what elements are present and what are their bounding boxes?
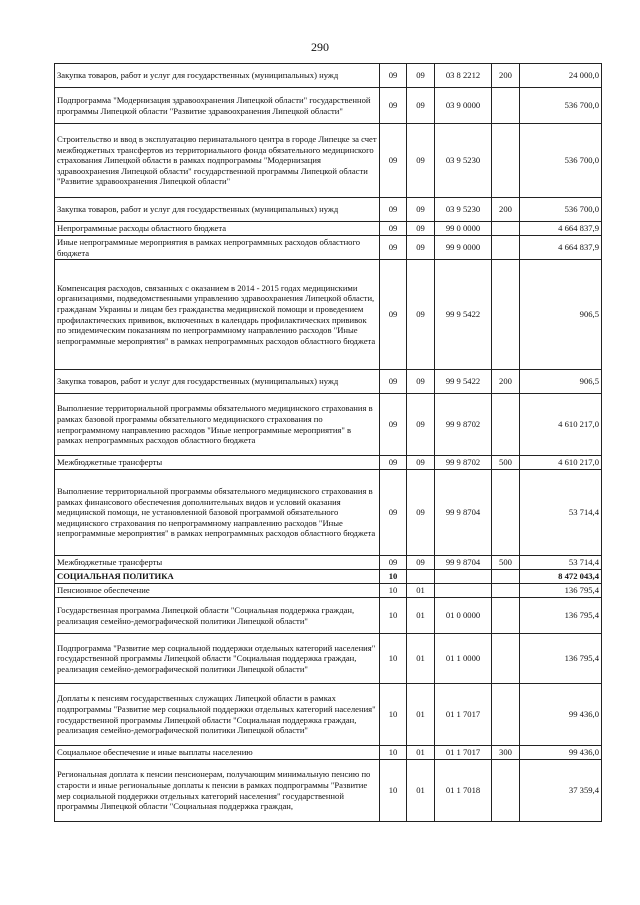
target-item-code: 03 8 2212 [435, 64, 492, 88]
expense-type-code [492, 260, 520, 370]
amount: 536 700,0 [520, 124, 602, 198]
row-name: Иные непрограммные мероприятия в рамках непрограммных расходов областного бюджета [55, 236, 380, 260]
amount: 37 359,4 [520, 760, 602, 822]
target-item-code: 01 0 0000 [435, 598, 492, 634]
table-row [55, 222, 602, 236]
subsection-code: 01 [407, 584, 435, 598]
amount: 536 700,0 [520, 88, 602, 124]
amount: 4 664 837,9 [520, 222, 602, 236]
section-code: 09 [380, 260, 407, 370]
target-item-code: 03 9 5230 [435, 198, 492, 222]
subsection-code: 09 [407, 260, 435, 370]
target-item-code: 99 9 8702 [435, 456, 492, 470]
target-item-code: 03 9 0000 [435, 88, 492, 124]
subsection-code: 09 [407, 370, 435, 394]
amount: 4 610 217,0 [520, 456, 602, 470]
row-name: Пенсионное обеспечение [55, 584, 380, 598]
row-name: Региональная доплата к пенсии пенсионерам, получающим минимальную пенсию по старости и иные региональные доплаты к пенсии в рамках подпрограммы "Развитие мер социальной поддержки отдельных категорий населения" государственной программы Липецкой области "Социальная поддержка граждан, [55, 760, 380, 822]
expense-type-code: 200 [492, 198, 520, 222]
expense-type-code: 200 [492, 370, 520, 394]
target-item-code [435, 570, 492, 584]
amount: 53 714,4 [520, 470, 602, 556]
subsection-code: 01 [407, 746, 435, 760]
table-row [55, 634, 602, 684]
target-item-code: 03 9 5230 [435, 124, 492, 198]
table-row [55, 584, 602, 598]
row-name: Государственная программа Липецкой области "Социальная поддержка граждан, реализация семейно-демографической политики Липецкой области" [55, 598, 380, 634]
subsection-code: 09 [407, 88, 435, 124]
table-row [55, 760, 602, 822]
expense-type-code: 200 [492, 64, 520, 88]
subsection-code: 01 [407, 760, 435, 822]
section-code: 10 [380, 684, 407, 746]
subsection-code: 09 [407, 394, 435, 456]
target-item-code: 99 9 5422 [435, 260, 492, 370]
table-row [55, 260, 602, 370]
expense-type-code [492, 124, 520, 198]
expense-type-code [492, 222, 520, 236]
table-row [55, 598, 602, 634]
table-row [55, 746, 602, 760]
amount: 4 664 837,9 [520, 236, 602, 260]
subsection-code [407, 570, 435, 584]
section-code: 10 [380, 584, 407, 598]
row-name: Закупка товаров, работ и услуг для государственных (муниципальных) нужд [55, 370, 380, 394]
target-item-code: 99 0 0000 [435, 222, 492, 236]
section-code: 09 [380, 64, 407, 88]
row-name: Закупка товаров, работ и услуг для государственных (муниципальных) нужд [55, 198, 380, 222]
amount: 136 795,4 [520, 634, 602, 684]
section-code: 09 [380, 470, 407, 556]
section-code: 09 [380, 198, 407, 222]
target-item-code: 01 1 7018 [435, 760, 492, 822]
subsection-code: 09 [407, 64, 435, 88]
table-row [55, 570, 602, 584]
expense-type-code: 500 [492, 456, 520, 470]
section-code: 09 [380, 88, 407, 124]
section-code: 09 [380, 394, 407, 456]
expense-type-code [492, 570, 520, 584]
section-code: 09 [380, 370, 407, 394]
expense-type-code [492, 236, 520, 260]
target-item-code: 99 9 8702 [435, 394, 492, 456]
table-row [55, 456, 602, 470]
table-row [55, 556, 602, 570]
subsection-code: 09 [407, 470, 435, 556]
section-code: 09 [380, 124, 407, 198]
subsection-code: 01 [407, 684, 435, 746]
row-name: Выполнение территориальной программы обязательного медицинского страхования в рамках базовой программы обязательного медицинского страхования по непрограммному направлению расходов "Иные непрограммные мероприятия" в рамках непрограммных расходов областного бюджета [55, 394, 380, 456]
subsection-code: 01 [407, 634, 435, 684]
row-name: Межбюджетные трансферты [55, 556, 380, 570]
amount: 536 700,0 [520, 198, 602, 222]
expense-type-code: 500 [492, 556, 520, 570]
amount: 99 436,0 [520, 746, 602, 760]
amount: 136 795,4 [520, 584, 602, 598]
table-row [55, 64, 602, 88]
row-name: Социальное обеспечение и иные выплаты населению [55, 746, 380, 760]
amount: 4 610 217,0 [520, 394, 602, 456]
target-item-code: 99 9 8704 [435, 556, 492, 570]
row-name: Выполнение территориальной программы обязательного медицинского страхования в рамках финансового обеспечения дополнительных видов и условий оказания медицинской помощи, не установленной базовой программой обязательного медицинского страхования по непрограммному направлению расходов "Иные непрограммные мероприятия" в рамках непрограммных расходов областного бюджета [55, 470, 380, 556]
budget-table [54, 63, 602, 822]
expense-type-code [492, 470, 520, 556]
section-code: 09 [380, 456, 407, 470]
budget-table-body [55, 64, 602, 822]
subsection-code: 09 [407, 124, 435, 198]
expense-type-code: 300 [492, 746, 520, 760]
section-code: 10 [380, 634, 407, 684]
target-item-code: 01 1 0000 [435, 634, 492, 684]
expense-type-code [492, 88, 520, 124]
expense-type-code [492, 634, 520, 684]
amount: 99 436,0 [520, 684, 602, 746]
subsection-code: 09 [407, 556, 435, 570]
row-name: Межбюджетные трансферты [55, 456, 380, 470]
expense-type-code [492, 394, 520, 456]
target-item-code: 99 9 8704 [435, 470, 492, 556]
expense-type-code [492, 598, 520, 634]
table-row [55, 198, 602, 222]
row-name: Закупка товаров, работ и услуг для государственных (муниципальных) нужд [55, 64, 380, 88]
row-name: Подпрограмма "Развитие мер социальной поддержки отдельных категорий населения" государственной программы Липецкой области "Социальная поддержка граждан, реализация семейно-демографической политики Липецкой области" [55, 634, 380, 684]
section-code: 09 [380, 236, 407, 260]
expense-type-code [492, 584, 520, 598]
row-name: Строительство и ввод в эксплуатацию перинатального центра в городе Липецке за счет межбюджетных трансфертов из территориального фонда обязательного медицинского страхования Липецкой области в рамках подпрограммы "Модернизация здравоохранения Липецкой области" государственной программы Липецкой области "Развитие здравоохранения Липецкой области" [55, 124, 380, 198]
section-code: 10 [380, 598, 407, 634]
page-number: 290 [311, 40, 329, 54]
table-row [55, 394, 602, 456]
table-row [55, 236, 602, 260]
expense-type-code [492, 760, 520, 822]
amount: 906,5 [520, 260, 602, 370]
target-item-code [435, 584, 492, 598]
row-name: Компенсация расходов, связанных с оказанием в 2014 - 2015 годах медицинскими организациями, подведомственными управлению здравоохранения Липецкой области, гражданам Украины и лицам без гражданства медицинской помощи и проведением профилактических прививок, включенных в календарь профилактических прививок по эпидемическим показаниям по непрограммному направлению расходов "Иные непрограммные мероприятия" в рамках непрограммных расходов областного бюджета [55, 260, 380, 370]
subsection-code: 09 [407, 456, 435, 470]
amount: 906,5 [520, 370, 602, 394]
amount: 53 714,4 [520, 556, 602, 570]
target-item-code: 01 1 7017 [435, 684, 492, 746]
table-row [55, 470, 602, 556]
section-code: 10 [380, 760, 407, 822]
target-item-code: 99 9 0000 [435, 236, 492, 260]
table-row [55, 370, 602, 394]
target-item-code: 01 1 7017 [435, 746, 492, 760]
expense-type-code [492, 684, 520, 746]
section-code: 09 [380, 556, 407, 570]
target-item-code: 99 9 5422 [435, 370, 492, 394]
row-name: Подпрограмма "Модернизация здравоохранения Липецкой области" государственной программы Липецкой области "Развитие здравоохранения Липецкой области" [55, 88, 380, 124]
amount: 136 795,4 [520, 598, 602, 634]
subsection-code: 09 [407, 198, 435, 222]
row-name: СОЦИАЛЬНАЯ ПОЛИТИКА [55, 570, 380, 584]
row-name: Доплаты к пенсиям государственных служащих Липецкой области в рамках подпрограммы "Развитие мер социальной поддержки отдельных категорий населения" государственной программы Липецкой области "Социальная поддержка граждан, реализация семейно-демографической политики Липецкой области" [55, 684, 380, 746]
row-name: Непрограммные расходы областного бюджета [55, 222, 380, 236]
amount: 8 472 043,4 [520, 570, 602, 584]
subsection-code: 09 [407, 236, 435, 260]
section-code: 09 [380, 222, 407, 236]
table-row [55, 88, 602, 124]
table-row [55, 124, 602, 198]
section-code: 10 [380, 570, 407, 584]
amount: 24 000,0 [520, 64, 602, 88]
subsection-code: 09 [407, 222, 435, 236]
table-row [55, 684, 602, 746]
section-code: 10 [380, 746, 407, 760]
subsection-code: 01 [407, 598, 435, 634]
